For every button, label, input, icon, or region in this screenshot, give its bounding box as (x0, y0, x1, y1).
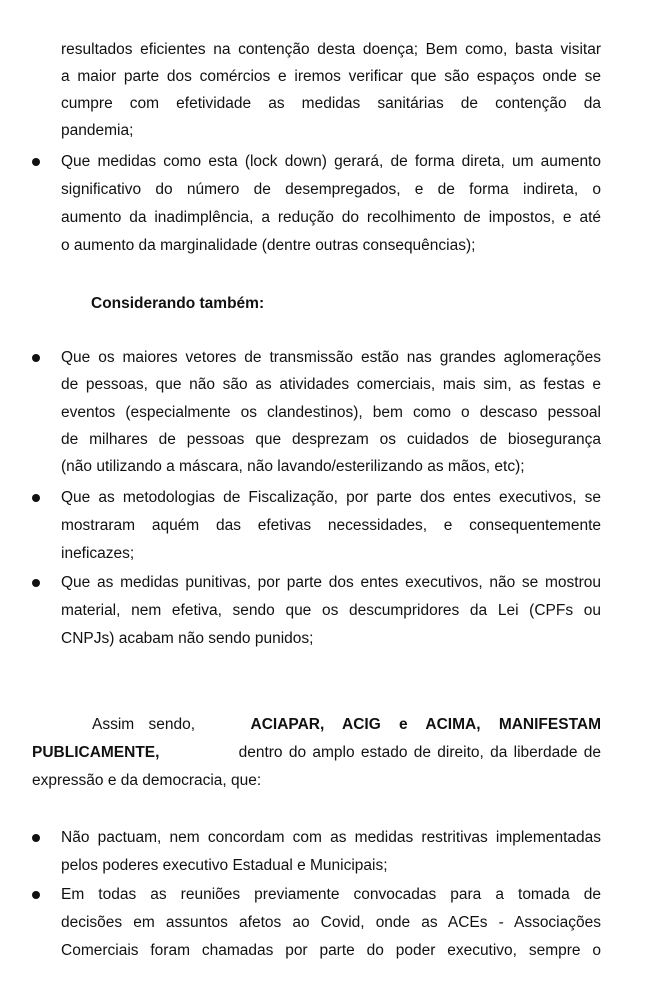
text-line: cumpre com efetividade as medidas sanitárias de contenção da (61, 95, 601, 112)
text-line: (não utilizando a máscara, não lavando/esterilizando as mãos, etc); (61, 458, 525, 475)
text-line: Que os maiores vetores de transmissão estão nas grandes aglomerações (61, 349, 601, 366)
text-line: a maior parte dos comércios e iremos verificar que são espaços onde se (61, 68, 601, 85)
text-line: eventos (especialmente os clandestinos), bem como o descaso pessoal (61, 404, 601, 421)
bullet-icon (32, 579, 40, 587)
text-line: o aumento da marginalidade (dentre outras consequências); (61, 237, 476, 254)
text-line: significativo do número de desempregados, e de forma indireta, o (61, 181, 601, 198)
text-line: de milhares de pessoas que desprezam os cuidados de biosegurança (61, 431, 601, 448)
paragraph-intro: Assim sendo, (92, 716, 196, 733)
text-span: dentro do amplo estado de direito, da liberdade de (238, 744, 601, 761)
text-line: Em todas as reuniões previamente convocadas para a tomada de (61, 886, 601, 903)
text-line: pandemia; (61, 122, 134, 139)
text-line: Não pactuam, nem concordam com as medidas restritivas implementadas (61, 829, 601, 846)
text-line: ineficazes; (61, 545, 135, 562)
text-line: decisões em assuntos afetos ao Covid, onde as ACEs - Associações (61, 914, 601, 931)
text-line: material, nem efetiva, sendo que os descumpridores da Lei (CPFs ou (61, 602, 601, 619)
bullet-icon (32, 494, 40, 502)
bullet-icon (32, 891, 40, 899)
text-line: Que as metodologias de Fiscalização, por parte dos entes executivos, se (61, 489, 601, 506)
text-line (32, 743, 601, 763)
associations-names: ACIAPAR, ACIG e ACIMA, MANIFESTAM (250, 716, 601, 733)
text-line (92, 715, 601, 735)
text-line: de pessoas, que não são as atividades comerciais, mais sim, as festas e (61, 376, 601, 393)
publicly-label: PUBLICAMENTE, (32, 744, 160, 761)
bullet-icon (32, 834, 40, 842)
text-line: aumento da inadimplência, a redução do recolhimento de impostos, e até (61, 209, 601, 226)
text-line: resultados eficientes na contenção desta doença; Bem como, basta visitar (61, 41, 601, 58)
text-line: expressão e da democracia, que: (32, 772, 262, 789)
text-line: Que as medidas punitivas, por parte dos entes executivos, não se mostrou (61, 574, 601, 591)
section-heading: Considerando também: (91, 295, 265, 312)
text-line: CNPJs) acabam não sendo punidos; (61, 630, 314, 647)
bullet-icon (32, 158, 40, 166)
text-line: pelos poderes executivo Estadual e Municipais; (61, 857, 388, 874)
text-line: Que medidas como esta (lock down) gerará, de forma direta, um aumento (61, 153, 601, 170)
text-line: Comerciais foram chamadas por parte do poder executivo, sempre o (61, 942, 601, 959)
text-line: mostraram aquém das efetivas necessidades, e consequentemente (61, 517, 601, 534)
bullet-icon (32, 354, 40, 362)
